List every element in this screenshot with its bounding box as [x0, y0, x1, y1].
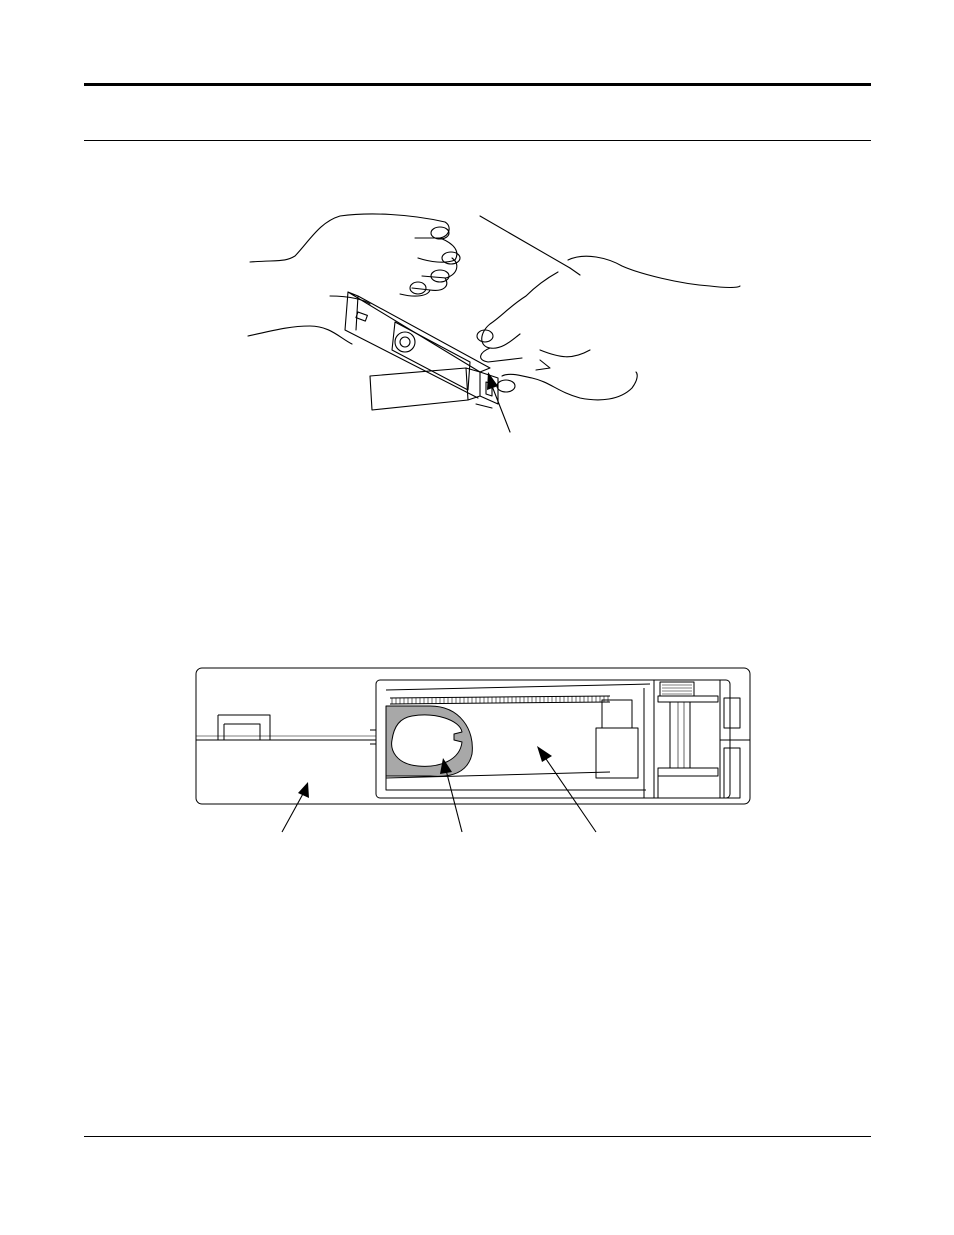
callout-arrow-tape-line — [544, 756, 596, 832]
footer-rule — [84, 1136, 871, 1137]
callout-arrow-hub-line — [446, 770, 462, 832]
callout-arrow-door-line — [492, 386, 510, 432]
cartridge-illustration — [345, 292, 498, 410]
callout-arrowhead-door — [487, 372, 498, 390]
sheet-outline-right — [570, 268, 580, 275]
figure-cartridge-side-view — [190, 660, 760, 840]
hub-cutout — [392, 715, 462, 766]
mechanism-block — [602, 700, 632, 728]
callout-arrow-shell-line — [282, 792, 304, 832]
callout-arrowhead-tape — [537, 746, 552, 762]
spring-coils — [662, 685, 692, 694]
header-rule-thin — [84, 140, 871, 141]
figure-hands-opening-cartridge — [240, 200, 760, 440]
sheet-outline — [480, 216, 570, 268]
callout-arrowhead-shell — [298, 782, 309, 798]
header-rule-thick — [84, 83, 871, 86]
left-hand-illustration — [248, 214, 460, 344]
right-hand-illustration — [477, 256, 740, 400]
